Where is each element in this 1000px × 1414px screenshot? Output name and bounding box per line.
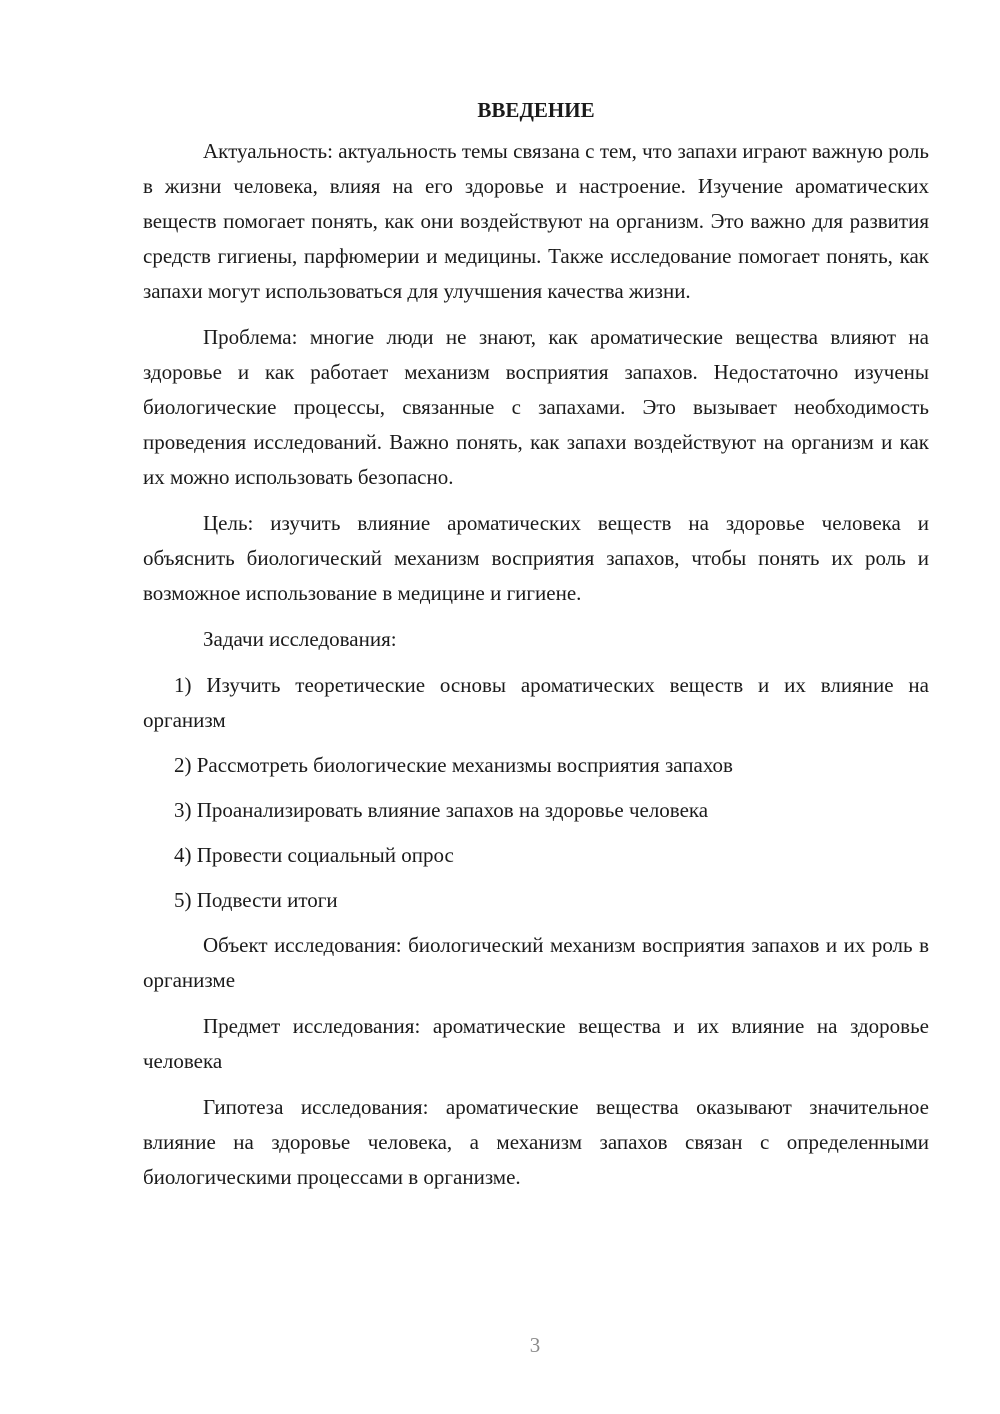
task-item-3: 3) Проанализировать влияние запахов на здоровье человека [174, 798, 709, 822]
paragraph-tasks-heading: Задачи исследования: [203, 627, 397, 651]
paragraph-object: Объект исследования: биологический механизм восприятия запахов и их роль в организме [143, 933, 929, 992]
page-number: 3 [529, 1333, 541, 1357]
task-item-5: 5) Подвести итоги [174, 888, 338, 912]
paragraph-relevance: Актуальность: актуальность темы связана с тем, что запахи играют важную роль в жизни человека, влияя на его здоровье и настроение. Изучение ароматических веществ помогает понять, как они воздействуют на организм. Это важно для развития средств гигиены, парфюмерии и медицины. Также исследование помогает понять, как запахи могут использоваться для улучшения качества жизни. [143, 139, 929, 303]
paragraph-hypothesis: Гипотеза исследования: ароматические вещества оказывают значительное влияние на здоровье человека, а механизм запахов связан с определенными биологическими процессами в организме. [143, 1095, 929, 1189]
paragraph-problem: Проблема: многие люди не знают, как ароматические вещества влияют на здоровье и как работает механизм восприятия запахов. Недостаточно изучены биологические процессы, связанные с запахами. Это вызывает необходимость проведения исследований. Важно понять, как запахи воздействуют на организм и как их можно использовать безопасно. [143, 325, 929, 489]
task-item-2: 2) Рассмотреть биологические механизмы восприятия запахов [174, 753, 733, 777]
page-content [143, 96, 929, 1206]
task-item-4: 4) Провести социальный опрос [174, 843, 454, 867]
paragraph-goal: Цель: изучить влияние ароматических веществ на здоровье человека и объяснить биологический механизм восприятия запахов, чтобы понять их роль и возможное использование в медицине и гигиене. [143, 511, 929, 605]
section-title: ВВЕДЕНИЕ [477, 98, 595, 122]
task-item-1: 1) Изучить теоретические основы ароматических веществ и их влияние на организм [143, 673, 929, 732]
paragraph-subject: Предмет исследования: ароматические вещества и их влияние на здоровье человека [143, 1014, 929, 1073]
